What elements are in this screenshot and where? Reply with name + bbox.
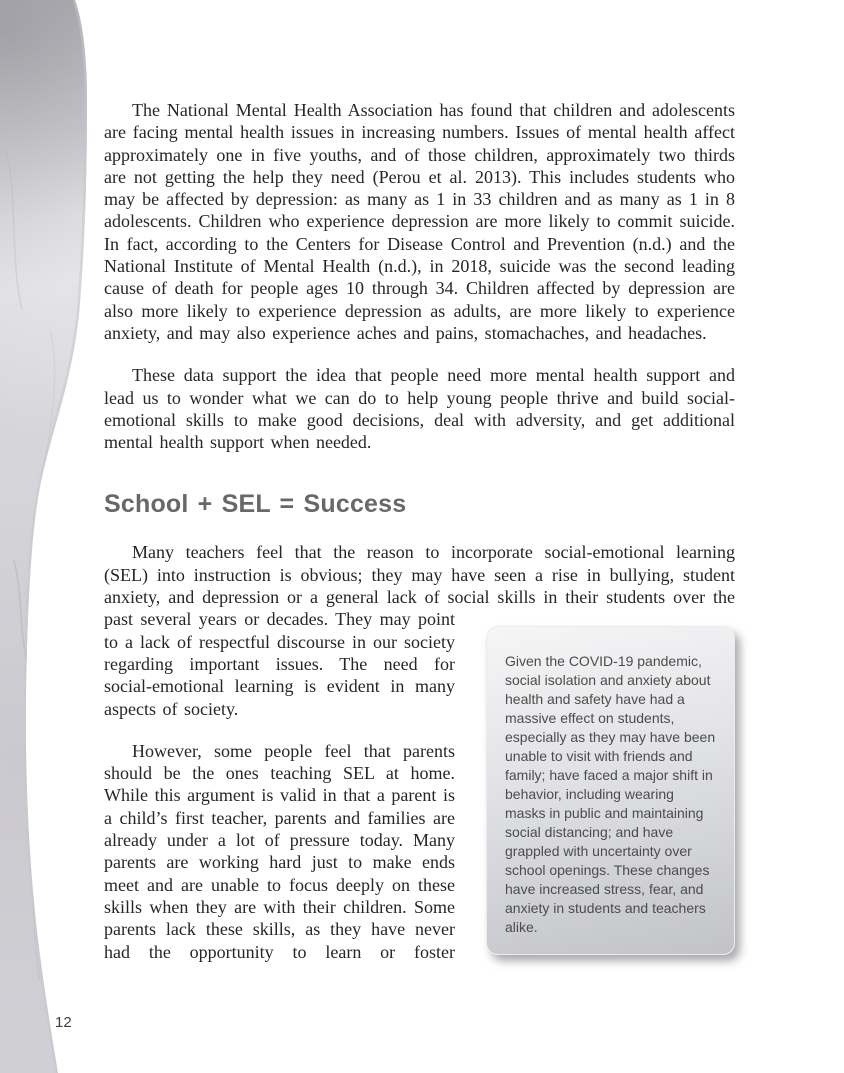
section-paragraph-1: Many teachers feel that the reason to incorporate social-emotional learning (SEL) into instruction is obvious; they may have seen a rise in bullying, student anxiety, and depression or a general lack of social skills in their students over the past several years or decades. They may point to a lack of respectful discourse in our society regarding important issues. The need for social-emotional learning is evident in many aspects of society.	[104, 542, 735, 719]
callout-text: Given the COVID-19 pandemic, social isolation and anxiety about health and safety have had a massive effect on students, especially as they may have been unable to visit with friends and family; have faced a major shift in behavior, including wearing masks in public and maintaining social distancing; and have grappled with uncertainty over school openings. These changes have increased stress, fear, and anxiety in students and teachers alike.	[505, 653, 716, 936]
section-paragraph-2: However, some people feel that parents should be the ones teaching SEL at home. While this argument is valid in that a parent is a child’s first teacher, parents and families are already under a lot of pressure today. Many parents are working hard just to make ends meet and are unable to focus deeply on these skills when they are with their children. Some parents lack these skills, as they have never had the opportunity to learn or foster	[104, 740, 455, 962]
covid-callout-box	[486, 626, 735, 955]
page-number: 12	[55, 1014, 72, 1031]
intro-paragraph-1: The National Mental Health Association has found that children and adolescents are facing mental health issues in increasing numbers. Issues of mental health affect approximately one in five youths, and of those children, approximately two thirds are not getting the help they need (Perou et al. 2013). This includes students who may be affected by depression: as many as 1 in 33 children and as many as 1 in 8 adolescents. Children who experience depression are more likely to commit suicide. In fact, according to the Centers for Disease Control and Prevention (n.d.) and the National Institute of Mental Health (n.d.), in 2018, suicide was the second leading cause of death for people ages 10 through 34. Children affected by depression are also more likely to experience depression as adults, are more likely to experience anxiety, and may also experience aches and pains, stomachaches, and headaches.	[104, 100, 735, 343]
intro-paragraph-2: These data support the idea that people need more mental health support and lead us to wonder what we can do to help young people thrive and build social-emotional skills to make good decisions, deal with adversity, and get additional mental health support when needed.	[104, 365, 735, 453]
page-content	[104, 99, 735, 963]
marble-edge-decoration	[0, 0, 120, 1073]
section-heading: School + SEL = Success	[104, 490, 407, 519]
